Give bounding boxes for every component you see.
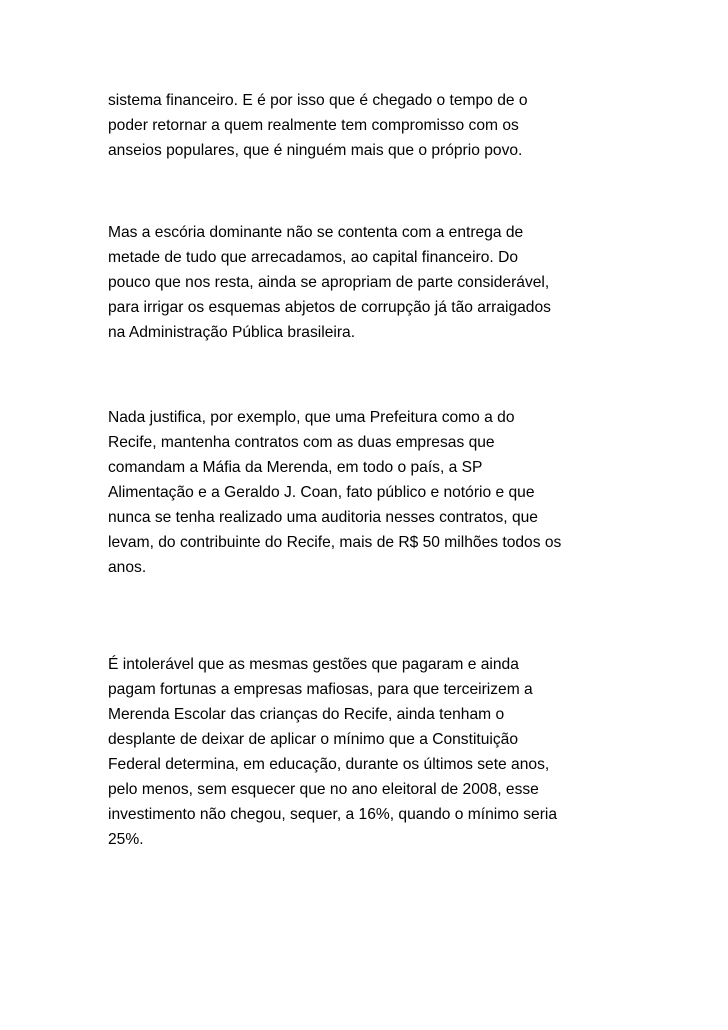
- paragraph-line: comandam a Máfia da Merenda, em todo o país, a SP: [108, 459, 483, 476]
- paragraph-4: [108, 652, 688, 852]
- paragraph-line: poder retornar a quem realmente tem compromisso com os: [108, 117, 519, 134]
- paragraph-line: Alimentação e a Geraldo J. Coan, fato público e notório e que: [108, 484, 535, 501]
- paragraph-line: Merenda Escolar das crianças do Recife, ainda tenham o: [108, 706, 505, 723]
- paragraph-1: [108, 88, 688, 163]
- paragraph-line: investimento não chegou, sequer, a 16%, quando o mínimo seria: [108, 806, 558, 823]
- paragraph-line: nunca se tenha realizado uma auditoria nesses contratos, que: [108, 509, 538, 526]
- paragraph-line: sistema financeiro. E é por isso que é chegado o tempo de o: [108, 92, 528, 109]
- paragraph-line: Federal determina, em educação, durante os últimos sete anos,: [108, 756, 550, 773]
- paragraph-2: [108, 220, 688, 345]
- paragraph-line: pagam fortunas a empresas mafiosas, para que terceirizem a: [108, 681, 533, 698]
- paragraph-line: na Administração Pública brasileira.: [108, 324, 356, 341]
- paragraph-line: pelo menos, sem esquecer que no ano eleitoral de 2008, esse: [108, 781, 539, 798]
- paragraph-3: [108, 405, 688, 580]
- paragraph-line: anos.: [108, 559, 147, 576]
- paragraph-line: levam, do contribuinte do Recife, mais de R$ 50 milhões todos os: [108, 534, 562, 551]
- paragraph-line: pouco que nos resta, ainda se apropriam de parte considerável,: [108, 274, 550, 291]
- paragraph-line: para irrigar os esquemas abjetos de corrupção já tão arraigados: [108, 299, 551, 316]
- paragraph-line: Recife, mantenha contratos com as duas empresas que: [108, 434, 495, 451]
- paragraph-line: desplante de deixar de aplicar o mínimo que a Constituição: [108, 731, 519, 748]
- paragraph-line: Mas a escória dominante não se contenta com a entrega de: [108, 224, 524, 241]
- paragraph-line: metade de tudo que arrecadamos, ao capital financeiro. Do: [108, 249, 519, 266]
- paragraph-line: É intolerável que as mesmas gestões que pagaram e ainda: [108, 656, 519, 673]
- paragraph-line: 25%.: [108, 831, 144, 848]
- paragraph-line: Nada justifica, por exemplo, que uma Prefeitura como a do: [108, 409, 515, 426]
- paragraph-line: anseios populares, que é ninguém mais que o próprio povo.: [108, 142, 523, 159]
